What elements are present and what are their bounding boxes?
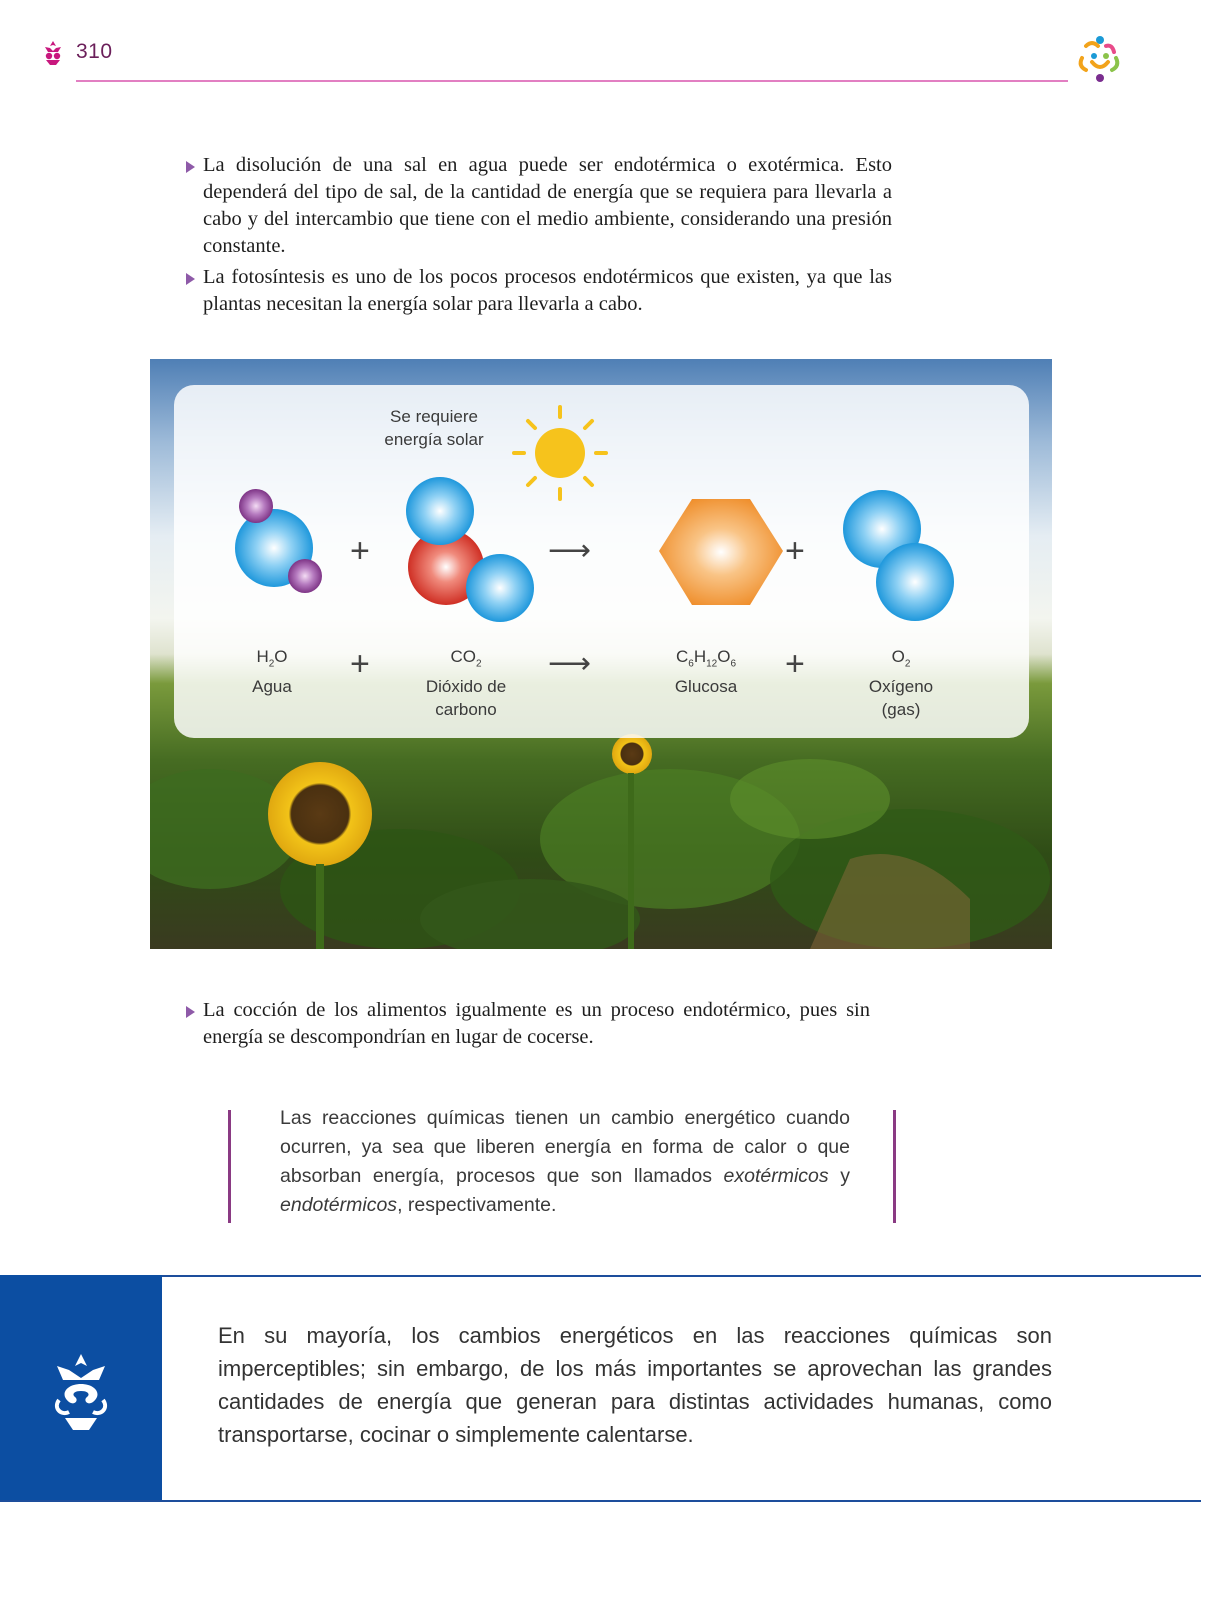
oxygen-formula: $O_2$ <box>891 647 911 670</box>
bullet-text: La cocción de los alimentos igualmente es un proceso endotérmico, pues sin energía se descompondrían en lugar de cocerse. <box>203 999 870 1048</box>
water-label <box>222 645 322 698</box>
bullet-dissolution <box>186 152 892 260</box>
series-logo-icon <box>1072 32 1128 88</box>
water-formula: $H_2O$ <box>256 647 288 670</box>
bullet-cooking <box>186 997 870 1051</box>
header-emblem-icon <box>38 38 68 68</box>
header-divider <box>76 80 1068 82</box>
quote-left-rule <box>228 1110 231 1223</box>
bullet-triangle-icon <box>186 161 195 173</box>
info-box-text: En su mayoría, los cambios energéticos en las reacciones químicas son imperceptibles; sin embargo, de los más importantes se aprovechan las grandes cantidades de energía que generan para distintas actividades humanas, como transportarse, cocinar o simplemente calentarse. <box>218 1323 1052 1447</box>
bullet-text: La fotosíntesis es uno de los pocos procesos endotérmicos que existen, ya que las plantas necesitan la energía solar para llevarla a cabo. <box>203 266 892 315</box>
plus-sign: + <box>785 645 805 683</box>
photosynthesis-diagram <box>174 385 1029 738</box>
co2-formula: $CO_2$ <box>450 647 482 670</box>
info-box-bottom-rule <box>0 1500 1201 1502</box>
quote-right-rule <box>893 1110 896 1223</box>
reaction-arrow: ⟶ <box>548 647 592 680</box>
water-name: Agua <box>252 677 292 697</box>
sun-label-line-2: energía solar <box>384 430 484 449</box>
bullet-text: La disolución de una sal en agua puede ser endotérmica o exotérmica. Esto dependerá del tipo de sal, de la cantidad de energía que se requiera para llevarla a cabo y del intercambio que tiene con el medio ambiente, considerando una presión constante. <box>203 154 892 257</box>
sunflower-field-photo <box>150 359 1052 949</box>
key-concept-quote: Las reacciones químicas tienen un cambio energético cuando ocurren, ya sea que liberen energía en forma de calor o que absorban energía, procesos que son llamados exotérmicos y endotérmicos, respectivamente. <box>280 1107 850 1216</box>
co2-name-line-1: Dióxido de <box>425 677 507 697</box>
co2-molecule-icon <box>406 477 534 622</box>
oxygen-label <box>846 645 956 721</box>
sun-icon <box>514 407 606 499</box>
plus-sign: + <box>785 532 805 570</box>
bullet-photosynthesis <box>186 264 892 318</box>
oxygen-name-line-1: Oxígeno <box>868 677 934 697</box>
water-molecule-icon <box>235 489 322 593</box>
co2-label <box>406 645 526 721</box>
oxygen-molecule-icon <box>843 490 954 621</box>
plus-sign: + <box>350 645 370 683</box>
glucose-formula: $C_6H_{12}O_6$ <box>675 647 737 670</box>
bullet-triangle-icon <box>186 273 195 285</box>
oxygen-name-line-2: (gas) <box>881 700 921 720</box>
glucose-name: Glucosa <box>674 677 738 697</box>
reaction-arrow: ⟶ <box>548 534 592 567</box>
co2-name-line-2: carbono <box>435 700 497 720</box>
glucose-hexagon-icon <box>659 499 783 605</box>
sun-label-line-1: Se requiere <box>390 407 478 426</box>
page-number: 310 <box>76 40 113 63</box>
glucose-label <box>641 645 771 698</box>
bullet-triangle-icon <box>186 1006 195 1018</box>
emblem-icon <box>51 1352 111 1432</box>
info-box-sidebar <box>0 1275 162 1502</box>
sun-label <box>364 405 504 451</box>
plus-sign: + <box>350 532 370 570</box>
info-box-top-rule <box>0 1275 1201 1277</box>
